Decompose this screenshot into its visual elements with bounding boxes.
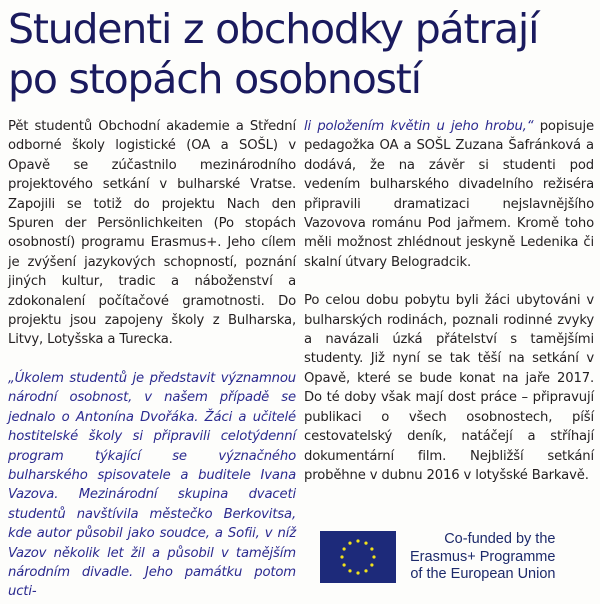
closing-paragraph: Po celou dobu pobytu byli žáci ubytováni v bulharských rodinách, poznali rodinné zvyky a navázali úzká přátelství s tamějšími studenty. Již nyní se tak těší na setkání v Opavě, které se bude konat na jaře 2017. Do té doby však mají dost práce – připravují publikaci o všech osobnostech, píší cestovatelský deník, natáčejí a stříhají dokumentární film. Nejbližší setkání proběhne v dubnu 2016 v lotyšské Barkavě.	[304, 293, 594, 483]
quote-continuation-paragraph	[304, 117, 594, 272]
quote-continuation: li položením květin u jeho hrobu,“	[304, 119, 534, 134]
title-line-1: Studenti z obchodky pátrají	[8, 5, 539, 53]
right-column	[304, 117, 594, 485]
quote-paragraph: „Úkolem studentů je představit významnou národní osobnost, v našem případě se jednalo o Antonína Dvořáka. Žáci a učitelé hostitelské školy si připravili celotýdenní program týkající se význačného bulharského spisovatele a buditele Ivana Vazova. Mezinárodní skupina dvaceti studentů navštívila městečko Berkovitsa, kde autor působil jako soudce, a Sofii, v níž Vazov několik let žil a působil v tamějším národním divadle. Jeho památku potom ucti-	[8, 370, 296, 600]
title-line-2: po stopách osobností	[8, 55, 421, 103]
left-column	[8, 117, 296, 602]
eu-cofunding-text	[410, 531, 555, 584]
quote-attribution: popisuje pedagožka OA a SOŠL Zuzana Šafránková a dodává, že na závěr si studenti pod vedením bulharského divadelního režiséra připravili dramatizaci nejslavnějšího Vazovova románu Pod jařmem. Kromě toho měli možnost zhlédnout jeskyně Ledenika či skalní útvary Belogradcik.	[304, 119, 594, 270]
eu-flag-icon	[320, 531, 396, 583]
intro-paragraph: Pět studentů Obchodní akademie a Střední odborné školy logistické (OA a SOŠL) v Opavě se zúčastnilo mezinárodního projektového setkání v bulharské Vratse. Zapojili se totiž do projektu Nach den Spuren der Persönlichkeiten (Po stopách osobností) programu Erasmus+. Jeho cílem je zvýšení jazykových schopností, poznání jiných kultur, tradic a náboženství a zdokonalení počítačové gramotnosti. Do projektu jsou zapojeny školy z Bulharska, Litvy, Lotyšska a Turecka.	[8, 119, 296, 348]
eu-text-line-1: Co-funded by the	[444, 531, 556, 547]
eu-text-line-3: of the European Union	[410, 566, 556, 582]
eu-cofunding-logo	[320, 531, 555, 584]
eu-text-line-2: Erasmus+ Programme	[410, 548, 556, 565]
article-title	[8, 4, 538, 104]
